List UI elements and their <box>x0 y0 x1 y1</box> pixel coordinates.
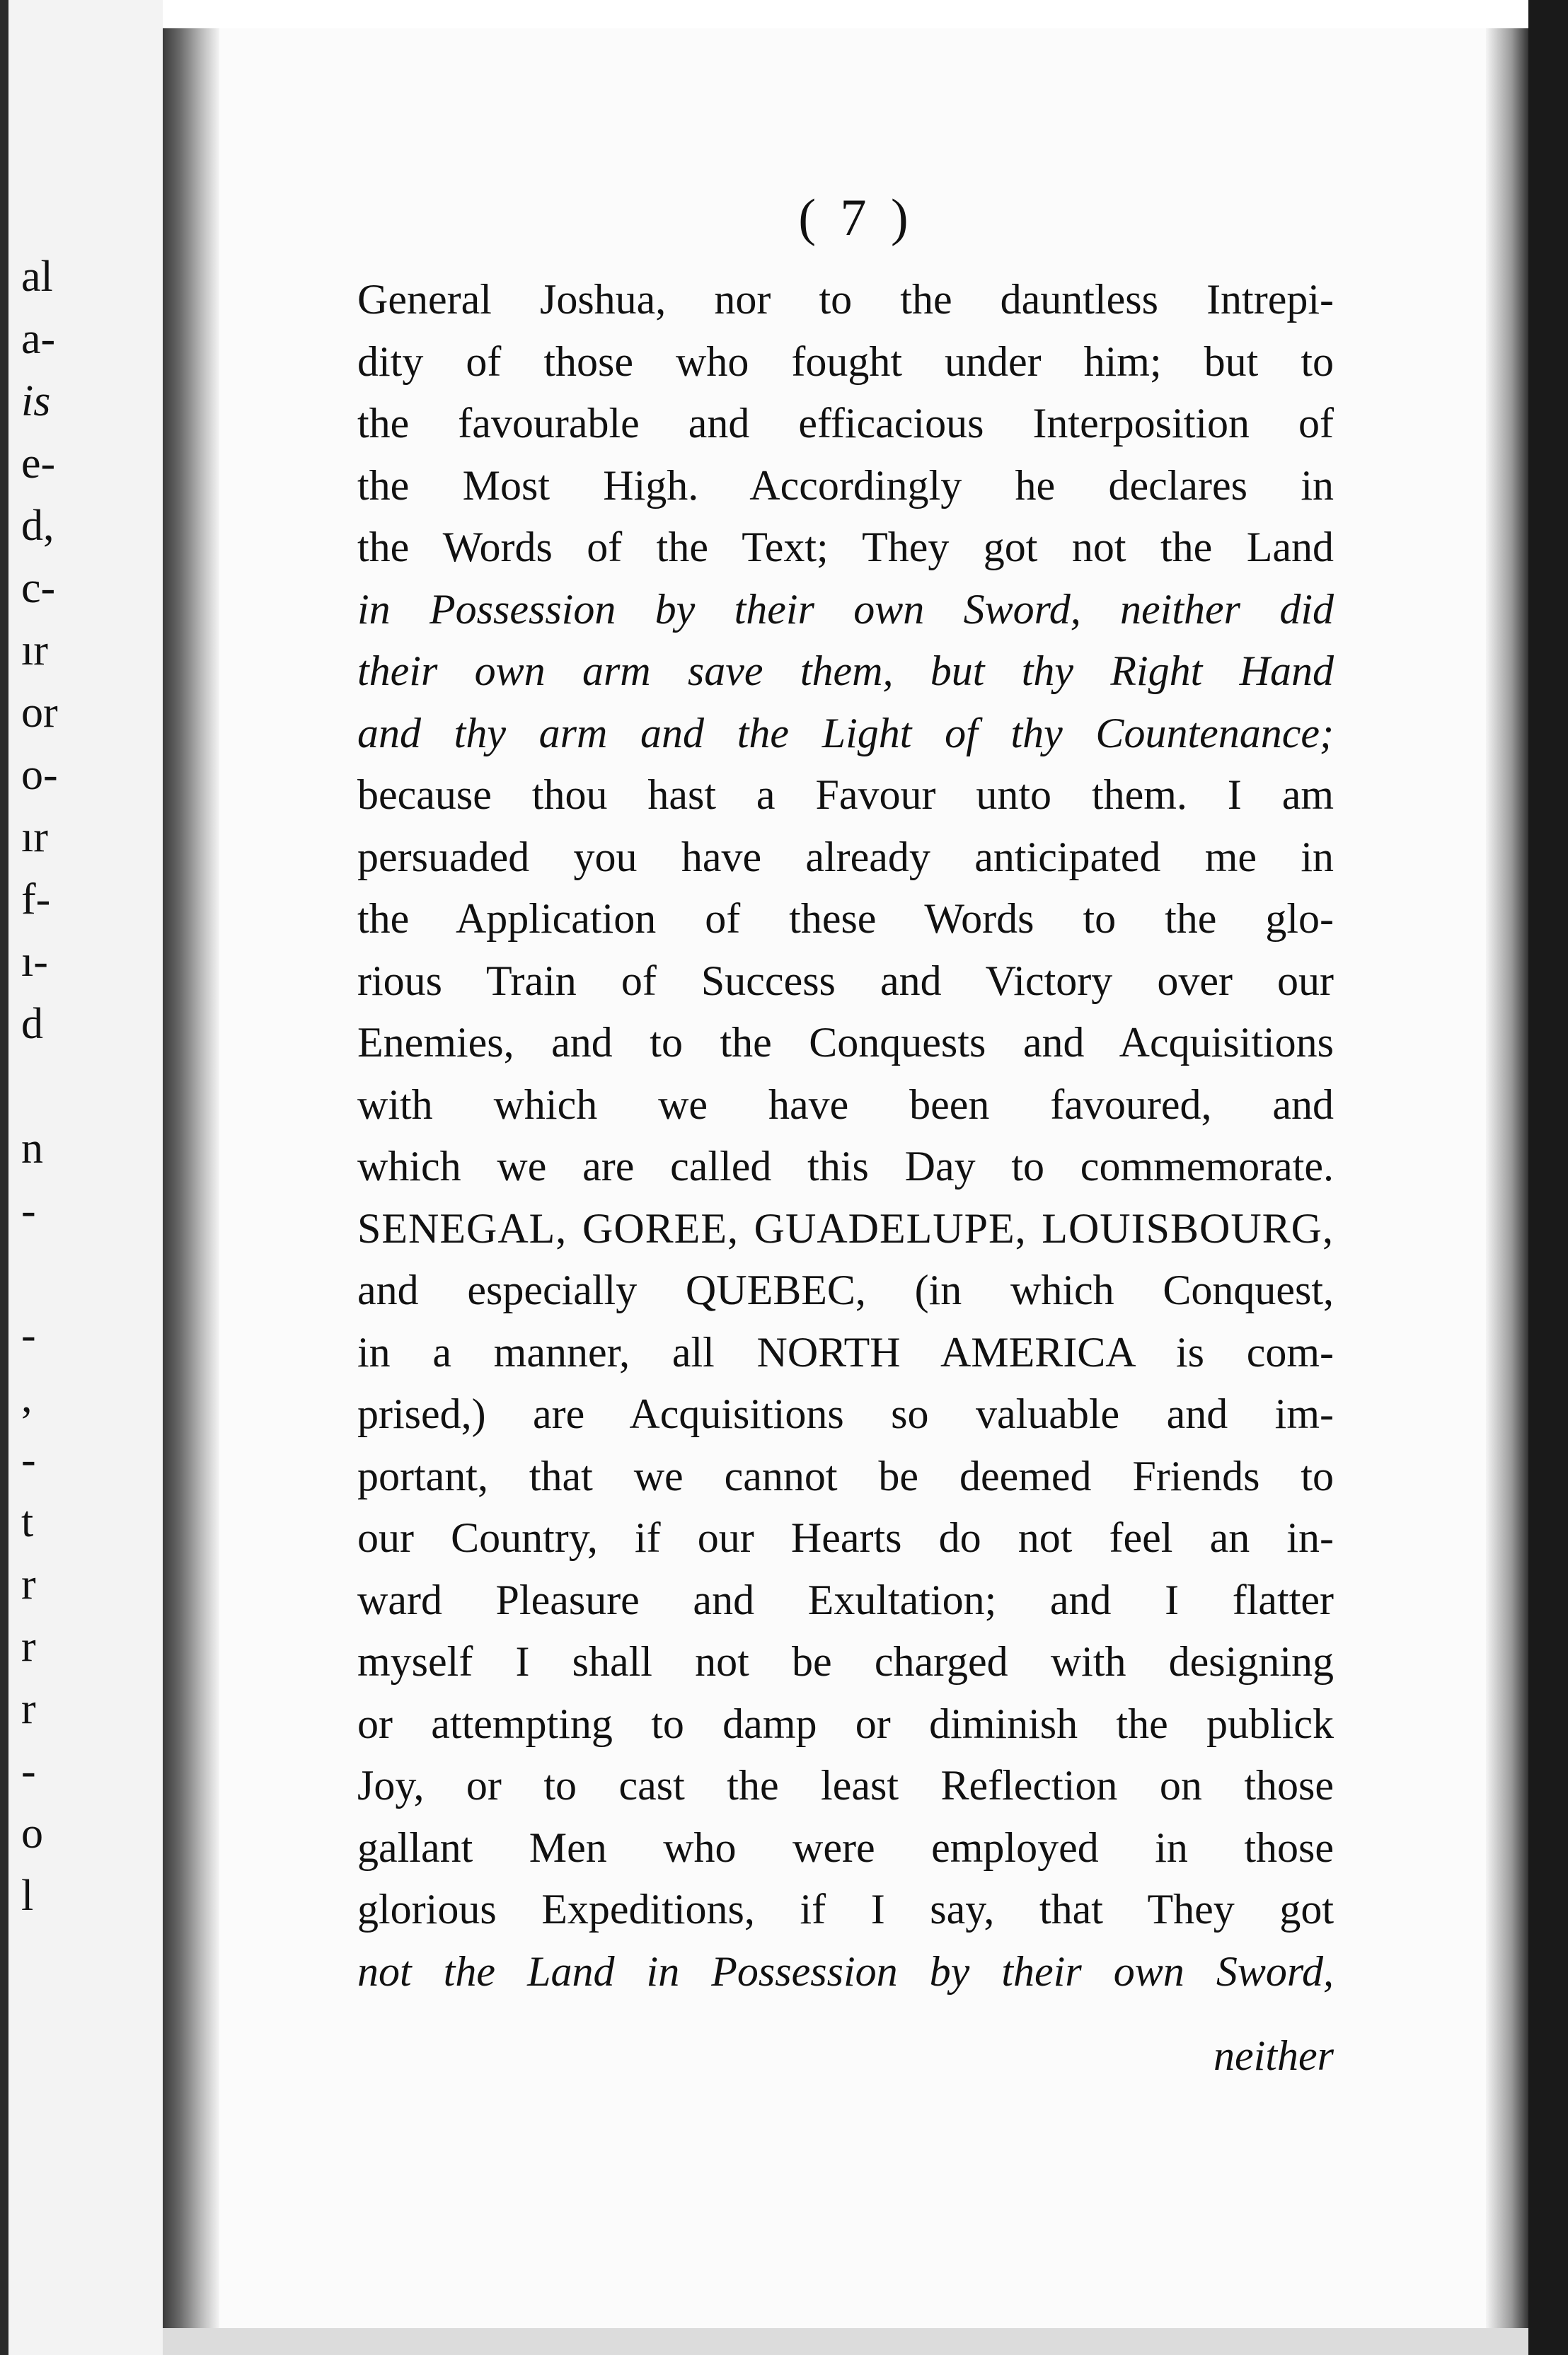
fragment: r <box>21 1560 36 1608</box>
text-line: Enemies, and to the Conquests and Acquisitions <box>357 1019 1334 1066</box>
text-line: with which we have been favoured, and <box>357 1081 1334 1128</box>
text-line-place-names: SENEGAL, GOREE, GUADELUPE, LOUISBOURG, <box>357 1204 1334 1252</box>
text-line: persuaded you have already anticipated me in <box>357 833 1334 880</box>
catchword: neither <box>1214 2032 1334 2079</box>
fragment: a- <box>21 315 56 363</box>
text-line-italic: in Possession by their own Sword, neither did <box>357 585 1334 633</box>
text-line: the Application of these Words to the glo- <box>357 895 1334 942</box>
fragment: d <box>21 1000 43 1048</box>
text-line: gallant Men who were employed in those <box>357 1824 1334 1871</box>
text-line: glorious Expeditions, if I say, that They got <box>357 1886 1334 1933</box>
page-number: ( 7 ) <box>798 189 914 247</box>
fragment: o- <box>21 751 58 799</box>
text-line: Joy, or to cast the least Reflection on those <box>357 1762 1334 1809</box>
fragment: d, <box>21 502 54 550</box>
text-line: myself I shall not be charged with designing <box>357 1638 1334 1685</box>
fragment: or <box>21 689 58 737</box>
scan-left-border <box>0 0 8 2355</box>
text-line: because thou hast a Favour unto them. I am <box>357 771 1334 818</box>
scan-right-border <box>1528 0 1568 2355</box>
fragment: - <box>21 1311 36 1359</box>
fragment: - <box>21 1747 36 1795</box>
fragment: , <box>21 1374 33 1422</box>
text-line: or attempting to damp or diminish the publick <box>357 1700 1334 1747</box>
text-line-italic: not the Land in Possession by their own Sword, <box>357 1947 1334 1995</box>
text-line: the favourable and efficacious Interposition of <box>357 400 1334 447</box>
fragment: f- <box>21 875 51 923</box>
text-line: ward Pleasure and Exultation; and I flatter <box>357 1576 1334 1623</box>
fragment: r <box>21 1623 36 1671</box>
text-line: in a manner, all NORTH AMERICA is com- <box>357 1328 1334 1376</box>
text-line: the Words of the Text; They got not the Land <box>357 524 1334 570</box>
fragment: ır <box>21 813 48 861</box>
fragment: c- <box>21 564 56 612</box>
page-right-shadow <box>1486 28 1528 2332</box>
text-line-italic: and thy arm and the Light of thy Countenance; <box>357 709 1334 756</box>
book-gutter <box>163 28 219 2328</box>
fragment: o <box>21 1809 43 1858</box>
text-line: portant, that we cannot be deemed Friends to <box>357 1452 1334 1499</box>
fragment: e- <box>21 439 56 488</box>
text-line: General Joshua, nor to the dauntless Intrepi- <box>357 276 1334 323</box>
fragment: - <box>21 1187 36 1235</box>
page-bottom-edge <box>163 2328 1528 2355</box>
fragment: ı- <box>21 938 48 986</box>
text-line: and especially QUEBEC, (in which Conquest, <box>357 1267 1334 1313</box>
fragment: - <box>21 1436 36 1484</box>
text-line: dity of those who fought under him; but to <box>357 338 1334 385</box>
body-text <box>357 269 1334 2003</box>
fragment: r <box>21 1685 36 1733</box>
fragment: al <box>21 253 53 301</box>
fragment: t <box>21 1498 34 1546</box>
text-line: which we are called this Day to commemorate. <box>357 1143 1334 1190</box>
text-line: the Most High. Accordingly he declares in <box>357 461 1334 509</box>
text-line: prised,) are Acquisitions so valuable and im- <box>357 1390 1334 1437</box>
fragment: is <box>21 377 51 425</box>
fragment: ır <box>21 626 48 674</box>
fragment: l <box>21 1872 34 1920</box>
text-line: rious Train of Success and Victory over our <box>357 957 1334 1004</box>
text-line: our Country, if our Hearts do not feel an in- <box>357 1514 1334 1561</box>
fragment: n <box>21 1124 43 1173</box>
text-line-italic: their own arm save them, but thy Right Hand <box>357 647 1334 694</box>
